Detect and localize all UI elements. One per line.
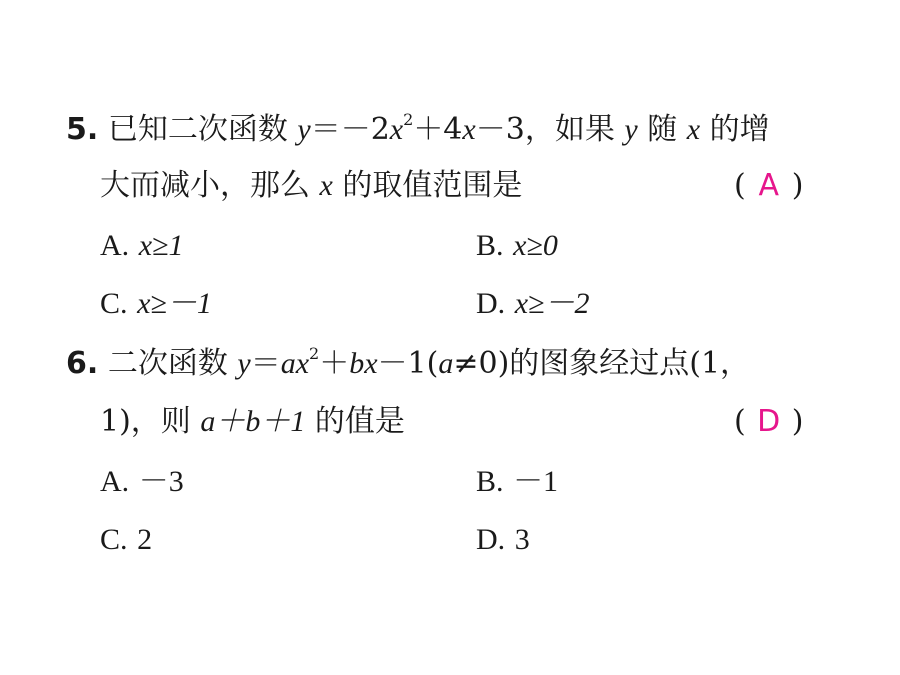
q5-option-a-text: x≥1 xyxy=(138,229,184,262)
q6-var-y: y xyxy=(237,347,251,380)
q5-var-y2: y xyxy=(624,113,638,146)
q5-exponent: 2 xyxy=(403,110,414,129)
q6-line2-text-a: 1)，则 xyxy=(100,404,191,439)
q5-text-eq: ＝－2 xyxy=(310,112,390,147)
question-6-stem-line-1 xyxy=(66,344,750,384)
q5-option-d-label: D. xyxy=(476,287,506,320)
q5-text-c: －3，如果 xyxy=(475,112,615,147)
question-6-option-c xyxy=(100,520,152,560)
q6-option-d-label: D. xyxy=(476,523,506,556)
q5-line2-var-x: x xyxy=(319,169,333,202)
question-5-answer: A xyxy=(758,168,779,203)
question-5-option-d xyxy=(476,284,590,324)
q6-var-a: a xyxy=(438,347,454,380)
q5-paren-open: ( xyxy=(734,168,746,203)
question-5-stem-line-1 xyxy=(66,110,770,150)
question-5-number: 5. xyxy=(66,112,99,147)
q6-text-eq: ＝ xyxy=(250,346,281,381)
question-5-stem-line-2 xyxy=(100,166,522,206)
q5-var-x3: x xyxy=(686,113,701,146)
q6-text-a: 二次函数 xyxy=(107,346,228,381)
question-6-option-b xyxy=(476,462,558,502)
q6-var-bx: bx xyxy=(349,347,378,380)
q6-option-a-label: A. xyxy=(100,465,130,498)
question-5-answer-bracket xyxy=(734,166,803,206)
q6-text-d: ≠0)的图象经过点(1， xyxy=(453,346,751,381)
q6-paren-close: ) xyxy=(791,404,804,439)
q5-option-b-text: x≥0 xyxy=(513,229,558,262)
q5-text-b: ＋4 xyxy=(413,112,463,147)
q5-option-b-label: B. xyxy=(476,229,504,262)
q6-text-b: ＋ xyxy=(319,346,350,381)
q6-option-b-text: －1 xyxy=(513,465,559,498)
q6-option-a-text: －3 xyxy=(138,465,184,498)
question-5-option-c xyxy=(100,284,212,324)
question-6-answer: D xyxy=(757,404,781,439)
q6-exponent: 2 xyxy=(309,344,320,363)
q5-text-a: 已知二次函数 xyxy=(107,112,288,147)
q5-paren-close: ) xyxy=(791,168,804,203)
q5-option-d-text: x≥－2 xyxy=(514,287,590,320)
question-5-option-b xyxy=(476,226,558,266)
q5-var-x2: x xyxy=(462,113,476,146)
q6-option-d-text: 3 xyxy=(514,523,530,556)
q5-line2-text-b: 的取值范围是 xyxy=(342,168,523,203)
q6-line2-text-b: 的值是 xyxy=(314,404,405,439)
question-6-option-d xyxy=(476,520,530,560)
question-6-stem-line-2 xyxy=(100,402,405,442)
question-6-answer-bracket xyxy=(734,402,803,442)
q5-line2-text-a: 大而减小，那么 xyxy=(100,168,310,203)
q6-var-ax: ax xyxy=(280,347,310,380)
q6-option-c-label: C. xyxy=(100,523,128,556)
q5-text-e: 的增 xyxy=(709,112,770,147)
q5-option-c-label: C. xyxy=(100,287,128,320)
question-6-number: 6. xyxy=(66,346,99,381)
q5-var-y: y xyxy=(297,113,311,146)
q5-var-x: x xyxy=(389,113,404,146)
q5-text-d: 随 xyxy=(647,112,678,147)
q5-option-c-text: x≥－1 xyxy=(137,287,212,320)
question-5-option-a xyxy=(100,226,184,266)
q6-paren-open: ( xyxy=(734,404,746,439)
q5-option-a-label: A. xyxy=(100,229,130,262)
q6-line2-expr: a＋b＋1 xyxy=(200,405,306,438)
q6-option-b-label: B. xyxy=(476,465,504,498)
question-6-option-a xyxy=(100,462,184,502)
q6-text-c: －1( xyxy=(377,346,439,381)
q6-option-c-text: 2 xyxy=(137,523,153,556)
